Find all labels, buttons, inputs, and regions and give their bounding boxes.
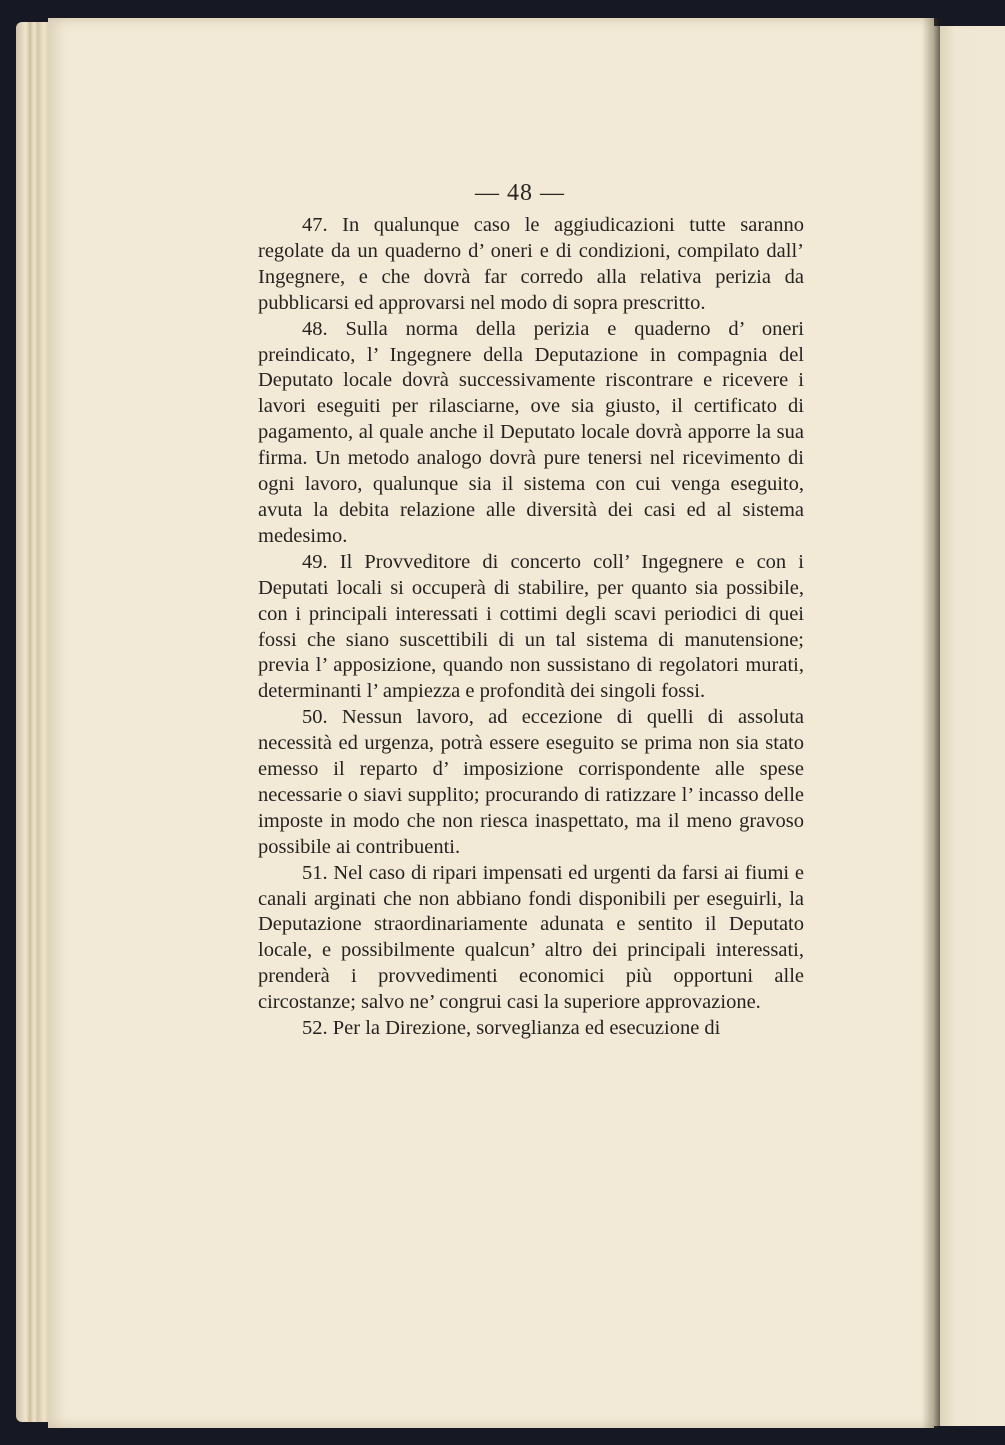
- paragraph-52: [258, 1016, 804, 1042]
- article-number: 47.: [302, 214, 328, 236]
- paragraph-text: In qualunque caso le aggiudicazioni tutte saranno regolate da un quaderno d’ oneri e di condizioni, compilato dall’ Ingegnere, e che dovrà far corredo alla relativa perizia da pubblicarsi ed approvarsi nel modo di sopra prescritto.: [258, 214, 804, 314]
- paragraph-text: Il Provveditore di concerto coll’ Ingegnere e con i Deputati locali si occuperà di stabilire, per quanto sia possibile, con i principali interessati i cottimi degli scavi periodici di quei fossi che siano suscettibili di un tal sistema di manutensione; previa l’ apposizione, quando non sussistano di regolatori murati, determinanti l’ ampiezza e profondità dei singoli fossi.: [258, 550, 804, 703]
- body-text: [258, 213, 804, 1042]
- paragraph-text: Nel caso di ripari impensati ed urgenti da farsi ai fiumi e canali arginati che non abbiano fondi disponibili per eseguirli, la Deputazione straordinariamente adunata e sentito il Deputato locale, e possibilmente qualcun’ altro dei principali interessati, prenderà i provvedimenti economici più opportuni alle circostanze; salvo ne’ congrui casi la superiore approvazione.: [258, 861, 804, 1014]
- article-number: 52.: [302, 1017, 328, 1040]
- article-number: 48.: [302, 317, 328, 340]
- paragraph-48: [258, 317, 804, 550]
- paragraph-49: [258, 550, 804, 705]
- gutter-shadow: [922, 18, 940, 1428]
- paragraph-51: [258, 861, 804, 1016]
- paragraph-text: Nessun lavoro, ad eccezione di quelli di assoluta necessità ed urgenza, potrà essere eseguito se prima non sia stato emesso il reparto d’ imposizione corrispondente alle spese necessarie o siavi supplito; procurando di ratizzare l’ incasso delle imposte in modo che non riesca inaspettato, ma il meno gravoso possibile ai contribuenti.: [258, 706, 804, 858]
- article-number: 50.: [302, 706, 328, 729]
- facing-page-edge: [934, 26, 1005, 1426]
- paragraph-47: [258, 213, 804, 317]
- article-number: 49.: [302, 550, 328, 573]
- paragraph-50: [258, 705, 804, 860]
- article-number: 51.: [302, 861, 328, 884]
- page-number: — 48 —: [475, 180, 565, 206]
- paragraph-text: Sulla norma della perizia e quaderno d’ oneri preindicato, l’ Ingegnere della Deputazione in compagnia del Deputato locale dovrà successivamente riscontrare e ricevere i lavori eseguiti per rilasciarne, ove sia giusto, il certificato di pagamento, al quale anche il Deputato locale dovrà apporre la sua firma. Un metodo analogo dovrà pure tenersi nel ricevimento di ogni lavoro, qualunque sia il sistema con cui venga eseguito, avuta la debita relazione alle diversità dei casi ed al sistema medesimo.: [258, 317, 804, 547]
- paragraph-text: Per la Direzione, sorveglianza ed esecuzione di: [332, 1017, 721, 1040]
